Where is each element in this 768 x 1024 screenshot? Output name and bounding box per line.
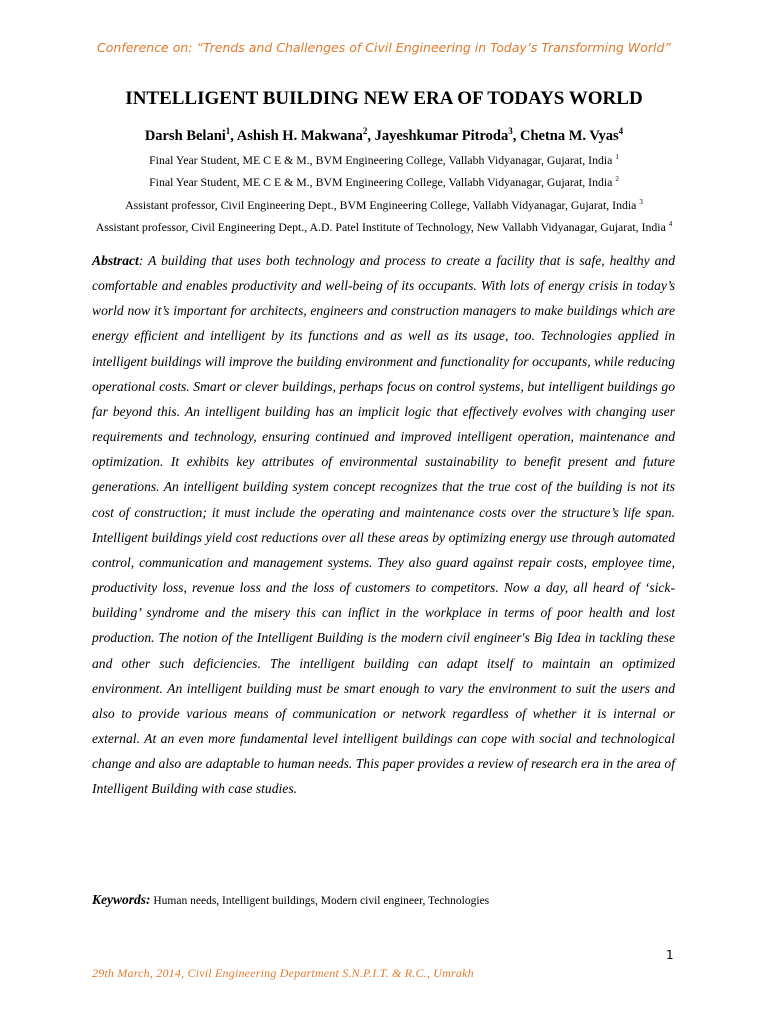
- author-sup: 3: [508, 126, 513, 136]
- author-name: Darsh Belani: [144, 127, 226, 144]
- abstract-label: Abstract: [92, 253, 139, 268]
- affiliation-list: [90, 148, 678, 238]
- footer-event: 29th March, 2014, Civil Engineering Department S.N.P.I.T. & R.C., Umrakh: [92, 966, 474, 980]
- author-name: Chetna M. Vyas: [519, 127, 619, 144]
- affiliation: Final Year Student, ME C E & M., BVM Engineering College, Vallabh Vidyanagar, Gujarat, India $^1$: [149, 152, 619, 167]
- author-sup: 1: [225, 126, 231, 136]
- keywords-label: Keywords:: [92, 892, 151, 907]
- conference-header: Conference on: “Trends and Challenges of Civil Engineering in Today’s Transforming World”: [97, 40, 671, 55]
- abstract: [92, 248, 675, 801]
- author-name: Ashish H. Makwana: [236, 127, 363, 144]
- author-name: Jayeshkumar Pitroda: [374, 127, 509, 144]
- page-number: 1: [666, 948, 674, 962]
- author-list: Darsh Belani$^1$, Ashish H. Makwana$^2$, Jayeshkumar Pitroda$^3$, Chetna M. Vyas$^4$: [144, 126, 624, 144]
- affiliation: Assistant professor, Civil Engineering Dept., A.D. Patel Institute of Technology, New Vallabh Vidyanagar, Gujarat, India $^4$: [95, 220, 673, 235]
- affiliation: Final Year Student, ME C E & M., BVM Engineering College, Vallabh Vidyanagar, Gujarat, India $^2$: [149, 175, 619, 190]
- paper-title: INTELLIGENT BUILDING NEW ERA OF TODAYS WORLD: [125, 88, 643, 109]
- abstract-text: : A building that uses both technology and process to create a facility that is safe, healthy and comfortable and enables productivity and well-being of its occupants. With lots of energy crisis in today’s world now it’s important for architects, engineers and construction managers to make buildings which are energy efficient and intelligent by its functions and as well as its usage, too. Technologies applied in intelligent buildings will improve the building environment and functionality for occupants, while reducing operational costs. Smart or clever buildings, perhaps focus on control systems, but intelligent buildings go far beyond this. An intelligent building has an implicit logic that effectively evolves with changing user requirements and technology, ensuring continued and improved intelligent operation, maintenance and optimization. It exhibits key attributes of environmental sustainability to benefit present and future generations. An intelligent building system concept recognizes that the true cost of the building is not its cost of construction; it must include the operating and maintenance costs over the structure’s life span. Intelligent buildings yield cost reductions over all these areas by optimizing energy use through automated control, communication and management systems. They also guard against repair costs, employee time, productivity loss, revenue loss and the loss of customers to competitors. Now a day, all heard of ‘sick-building’ syndrome and the misery this can inflict in the workplace in terms of poor health and lost production. The notion of the Intelligent Building is the modern civil engineer's Big Idea in tackling these and other such deficiencies. The intelligent building can adapt itself to maintain an optimized environment. An intelligent building must be smart enough to vary the environment to suit the users and also to provide various means of communication or network regardless of whether it is internal or external. At an even more fundamental level intelligent buildings can cope with social and technological change and also are adaptable to human needs. This paper provides a review of research era in the area of Intelligent Building with case studies.: [92, 253, 675, 797]
- author-sup: 4: [618, 126, 624, 136]
- keywords: [92, 892, 675, 908]
- author-sup: 2: [362, 126, 368, 136]
- affiliation: Assistant professor, Civil Engineering Dept., BVM Engineering College, Vallabh Vidyanagar, Gujarat, India $^3$: [125, 197, 643, 212]
- keywords-text: Human needs, Intelligent buildings, Modern civil engineer, Technologies: [150, 895, 490, 907]
